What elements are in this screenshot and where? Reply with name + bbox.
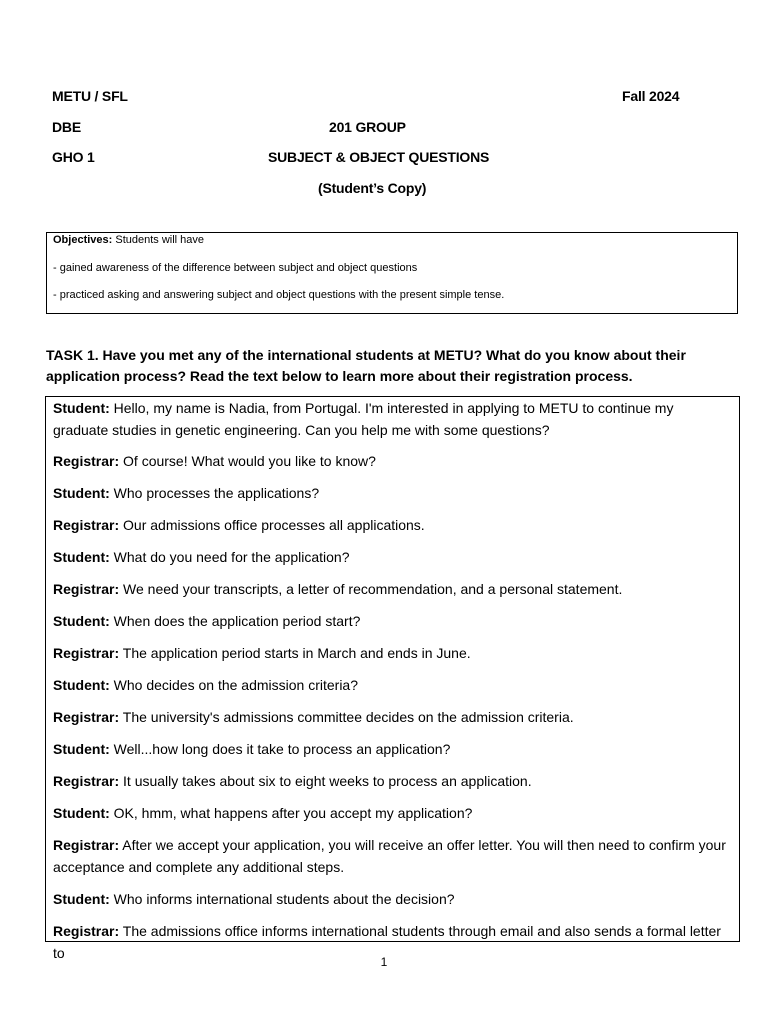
objective-item: - practiced asking and answering subject and object questions with the present simple tense.: [53, 289, 505, 301]
speaker-label: Registrar:: [53, 453, 120, 469]
dialogue-text: After we accept your application, you will receive an offer letter. You will then need to confirm your acceptance and complete any additional steps.: [53, 837, 726, 875]
speaker-label: Student:: [53, 549, 110, 565]
header-handout: GHO 1: [52, 149, 95, 165]
dialogue-text: Of course! What would you like to know?: [119, 453, 376, 469]
dialogue-turn: [53, 450, 731, 472]
page-number: 1: [380, 955, 388, 969]
dialogue-text: OK, hmm, what happens after you accept my application?: [109, 805, 473, 821]
objectives-label: Objectives:: [53, 234, 113, 246]
dialogue-box: [45, 396, 740, 961]
dialogue-turn: [53, 738, 731, 760]
dialogue-text: The application period starts in March and ends in June.: [119, 645, 471, 661]
speaker-label: Registrar:: [53, 645, 120, 661]
dialogue-turn: [53, 578, 731, 600]
dialogue-text: The university's admissions committee decides on the admission criteria.: [119, 709, 574, 725]
dialogue-turn: [53, 514, 731, 536]
header-dept: DBE: [52, 119, 81, 135]
dialogue-turn: [53, 674, 731, 696]
header-copy: (Student’s Copy): [318, 180, 427, 196]
speaker-label: Registrar:: [53, 923, 120, 939]
speaker-label: Student:: [53, 891, 110, 907]
header-subject: SUBJECT & OBJECT QUESTIONS: [268, 149, 490, 165]
speaker-label: Registrar:: [53, 581, 120, 597]
dialogue-text: We need your transcripts, a letter of recommendation, and a personal statement.: [119, 581, 623, 597]
dialogue-turn: [53, 546, 731, 568]
speaker-label: Student:: [53, 485, 110, 501]
speaker-label: Registrar:: [53, 773, 120, 789]
dialogue-text: Our admissions office processes all applications.: [119, 517, 425, 533]
dialogue-turn: [53, 482, 731, 504]
speaker-label: Registrar:: [53, 709, 120, 725]
objectives-intro: Students will have: [112, 234, 205, 246]
header-institution: METU / SFL: [52, 88, 128, 104]
dialogue-turn: [53, 834, 731, 878]
dialogue-turn: [53, 706, 731, 728]
header-group: 201 GROUP: [329, 119, 406, 135]
dialogue-text: Well...how long does it take to process an application?: [109, 741, 451, 757]
objective-item: - gained awareness of the difference between subject and object questions: [53, 262, 418, 274]
dialogue-turn: [53, 770, 731, 792]
speaker-label: Registrar:: [53, 517, 120, 533]
speaker-label: Registrar:: [53, 837, 120, 853]
dialogue-text: Who decides on the admission criteria?: [109, 677, 358, 693]
speaker-label: Student:: [53, 613, 110, 629]
dialogue-turn: [53, 642, 731, 664]
dialogue-turn: [53, 610, 731, 632]
dialogue-turn: [53, 397, 731, 441]
dialogue-text: Hello, my name is Nadia, from Portugal. I'm interested in applying to METU to continue my graduate studies in genetic engineering. Can you help me with some questions?: [53, 400, 674, 438]
objectives-intro-line: [53, 234, 204, 246]
dialogue-text: Who informs international students about the decision?: [109, 891, 455, 907]
speaker-label: Student:: [53, 400, 110, 416]
dialogue-turn: [53, 802, 731, 824]
speaker-label: Student:: [53, 741, 110, 757]
objectives-box: [46, 232, 738, 314]
dialogue-text: It usually takes about six to eight weeks to process an application.: [119, 773, 532, 789]
dialogue-text: Who processes the applications?: [109, 485, 320, 501]
dialogue-text: When does the application period start?: [109, 613, 361, 629]
speaker-label: Student:: [53, 805, 110, 821]
speaker-label: Student:: [53, 677, 110, 693]
dialogue-turn: [53, 888, 731, 910]
dialogue-text: The admissions office informs international students through email and also sends a formal letter to: [53, 923, 721, 961]
task1-title: TASK 1. Have you met any of the international students at METU? What do you know about their application process? Read the text below to learn more about their registration process.: [46, 347, 686, 384]
dialogue-text: What do you need for the application?: [109, 549, 350, 565]
header-term: Fall 2024: [622, 88, 680, 104]
